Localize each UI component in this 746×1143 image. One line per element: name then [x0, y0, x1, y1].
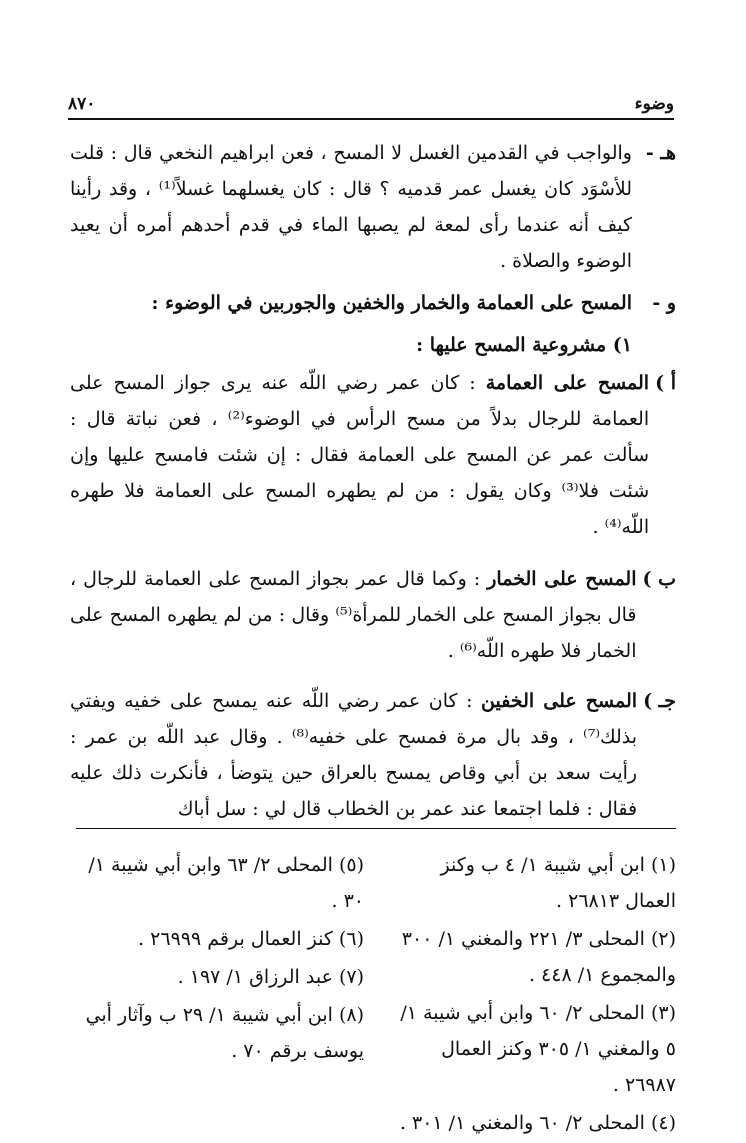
footnote: (٧) عبد الرزاق ١/ ١٩٧ . [177, 966, 364, 988]
paragraph-j-title: المسح على الخفين [481, 690, 638, 712]
main-text [70, 135, 676, 827]
paragraph-j-mark: جـ ) [643, 690, 676, 712]
item-w-mark: و - [652, 292, 676, 314]
item-h-mark: هـ - [645, 142, 676, 164]
footnote: (٢) المحلى ٣/ ٢٢١ والمغني ١/ ٣٠٠ والمجموع ١/ ٤٤٨ . [401, 928, 676, 986]
paragraph-a-title: المسح على العمامة [485, 372, 650, 394]
paragraph-b-text: : وكما قال عمر بجواز المسح على العمامة للرجال ، قال بجواز المسح على الخمار للمرأة⁽⁵⁾ وقال : من لم يطهره المسح على الخمار فلا طهره اللّه⁽⁶⁾ . [70, 568, 637, 662]
running-header [68, 86, 674, 114]
item-h [70, 135, 676, 279]
paragraph-a-text: : كان عمر رضي اللّه عنه يرى جواز المسح على العمامة للرجال بدلاً من مسح الرأس في الوضوء⁽²⁾ ، فعن نباتة قال : سألت عمر عن المسح على العمامة فقال : إن شئت فامسح عليها وإن شئت فلا⁽³⁾ وكان يقول : من لم يطهره المسح على العمامة فلا طهره اللّه⁽⁴⁾ . [70, 372, 650, 538]
paragraph-j-text: : كان عمر رضي اللّه عنه يمسح على خفيه ويفتي بذلك⁽⁷⁾ ، وقد بال مرة فمسح على خفيه⁽⁸⁾ . وقال عبد اللّه بن عمر : رأيت سعد بن أبي وقاص يمسح بالعراق حين يتوضأ ، فأنكرت ذلك عليه فقال : فلما اجتمعا عند عمر بن الخطاب قال لي : سل أباك [70, 690, 638, 820]
item-w [70, 285, 676, 321]
paragraph-a-mark: أ ) [655, 372, 676, 394]
footnotes-left-column [76, 847, 364, 1143]
sub-heading: ١) مشروعية المسح عليها : [416, 334, 632, 356]
item-h-text: والواجب في القدمين الغسل لا المسح ، فعن ابراهيم النخعي قال : قلت للأسْوَد كان يغسل عمر قدميه ؟ قال : كان يغسلهما غسلاً⁽¹⁾ ، وقد رأينا كيف أنه عندما رأى لمعة لم يصبها الماء في قدم أحدهم أمره أن يعيد الوضوء والصلاة . [70, 142, 632, 272]
footnotes [76, 847, 676, 1143]
paragraph-b [70, 561, 676, 669]
footnote: (٤) المحلى ٢/ ٦٠ والمغني ١/ ٣٠١ . [399, 1112, 676, 1134]
footnote: (٨) ابن أبي شيبة ١/ ٢٩ ب وآثار أبي يوسف برقم ٧٠ . [85, 1004, 364, 1062]
footnote: (٣) المحلى ٢/ ٦٠ وابن أبي شيبة ١/ ٥ والمغني ١/ ٣٠٥ وكنز العمال ٢٦٩٨٧ . [400, 1002, 676, 1096]
paragraph-j [70, 683, 676, 827]
footnote: (٥) المحلى ٢/ ٦٣ وابن أبي شيبة ١/ ٣٠ . [88, 854, 364, 912]
footnotes-right-column [388, 847, 676, 1143]
footnote: (١) ابن أبي شيبة ١/ ٤ ب وكنز العمال ٢٦٨١٣ . [440, 854, 676, 912]
footnote-divider [76, 828, 676, 829]
footnote: (٦) كنز العمال برقم ٢٦٩٩٩ . [138, 928, 364, 950]
item-w-heading: المسح على العمامة والخمار والخفين والجوربين في الوضوء : [151, 292, 632, 314]
page-number: ٨٧٠ [68, 94, 96, 114]
paragraph-b-title: المسح على الخمار [487, 568, 637, 590]
paragraph-a [70, 365, 676, 545]
paragraph-b-mark: ب ) [642, 568, 676, 590]
header-divider [68, 118, 674, 120]
header-title: وضوء [634, 94, 674, 114]
